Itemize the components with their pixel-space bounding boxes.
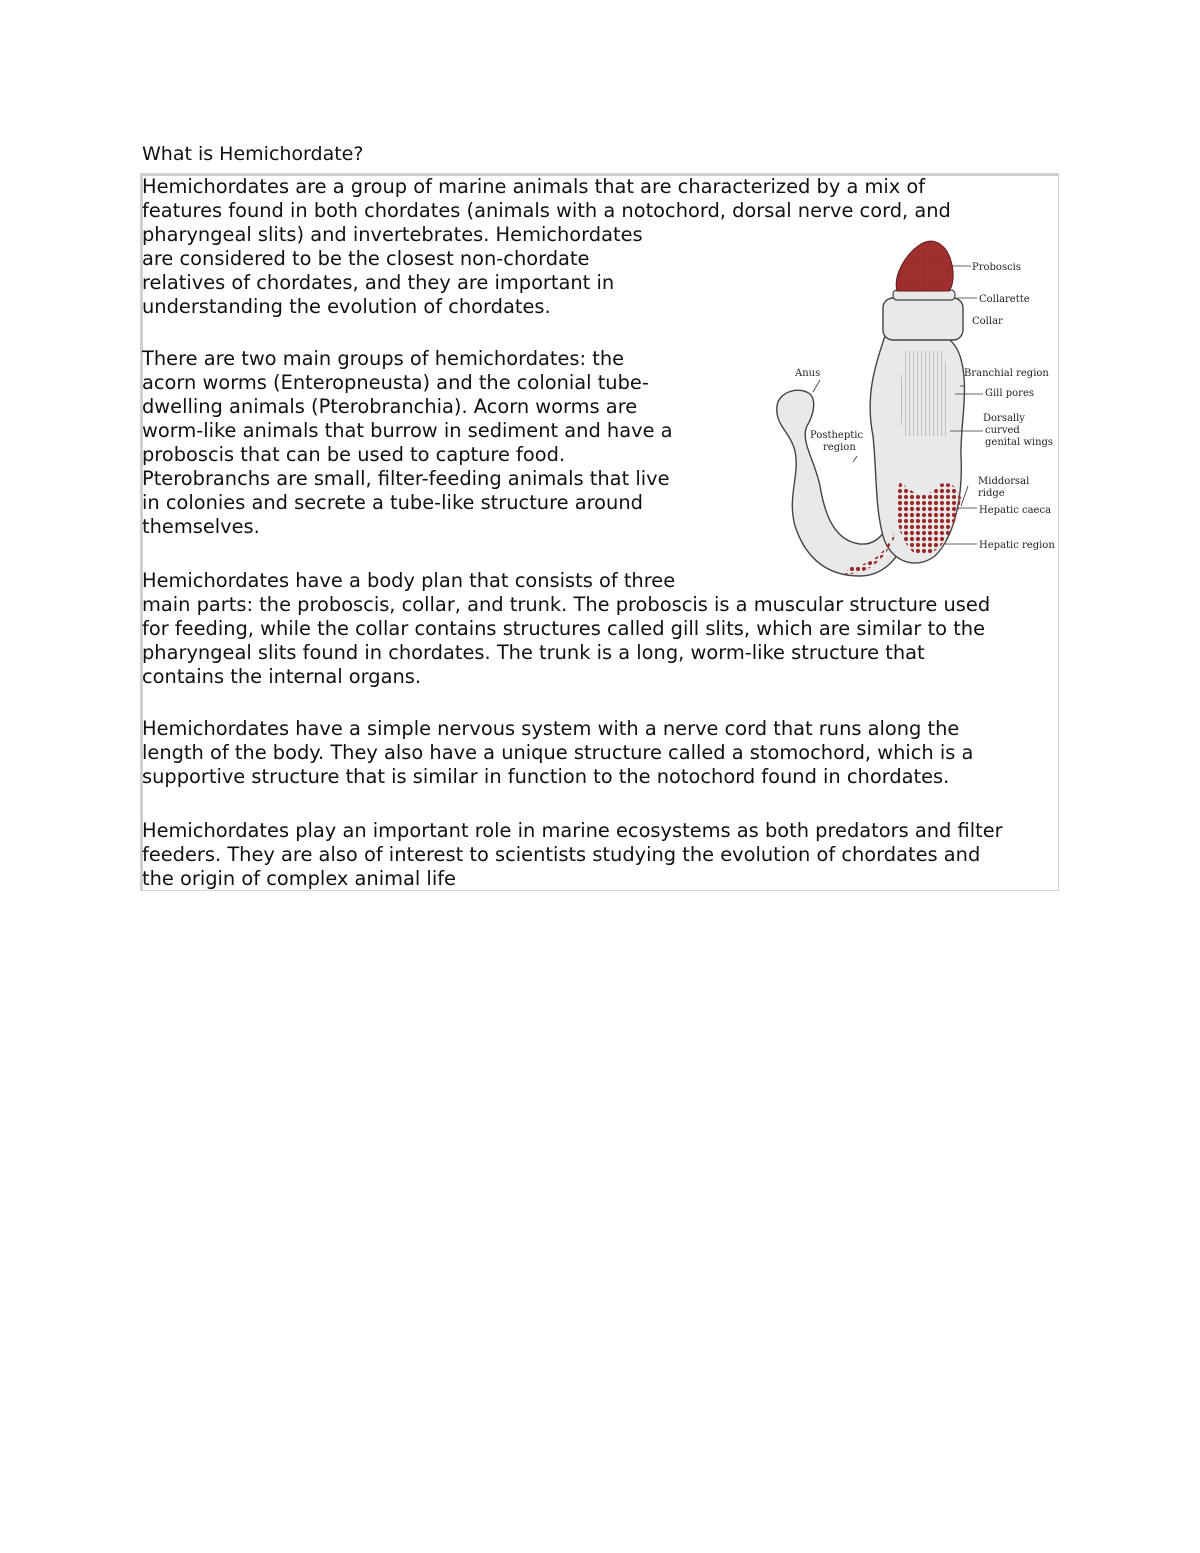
label-anus: Anus <box>795 368 821 379</box>
collar-shape <box>883 298 963 340</box>
acorn-worm-diagram <box>765 236 1059 582</box>
label-proboscis: Proboscis <box>972 262 1022 273</box>
paragraph-line: Hemichordates have a simple nervous system with a nerve cord that runs along the <box>142 717 960 740</box>
label-collarette: Collarette <box>979 294 1030 305</box>
paragraph-line: pharyngeal slits found in chordates. The trunk is a long, worm-like structure that <box>142 641 925 664</box>
label-branchial-region: Branchial region <box>964 368 1049 379</box>
paragraph-line: main parts: the proboscis, collar, and trunk. The proboscis is a muscular structure used <box>142 593 991 616</box>
label-middorsal: Middorsal <box>978 476 1030 487</box>
paragraph-line: features found in both chordates (animals with a notochord, dorsal nerve cord, and <box>142 199 951 222</box>
label-hepatic-caeca: Hepatic caeca <box>979 505 1052 516</box>
paragraph-line: Hemichordates play an important role in marine ecosystems as both predators and filter <box>142 819 1003 842</box>
paragraph-line: the origin of complex animal life <box>142 867 456 890</box>
paragraph-line: There are two main groups of hemichordates: the <box>142 347 625 370</box>
label-dorsally: Dorsally <box>983 413 1025 424</box>
paragraph-line: feeders. They are also of interest to scientists studying the evolution of chordates and <box>142 843 981 866</box>
label-gill-pores: Gill pores <box>985 388 1035 399</box>
paragraph-line: Hemichordates are a group of marine animals that are characterized by a mix of <box>142 175 926 198</box>
label-collar: Collar <box>972 316 1003 327</box>
paragraph-line: worm-like animals that burrow in sediment and have a <box>142 419 673 442</box>
gill-pores-region <box>900 351 949 436</box>
label-postheptic-region: region <box>823 442 856 453</box>
label-ridge: ridge <box>978 488 1005 499</box>
paragraph-line: length of the body. They also have a unique structure called a stomochord, which is a <box>142 741 974 764</box>
paragraph-line: in colonies and secrete a tube-like structure around <box>142 491 643 514</box>
paragraph-line: proboscis that can be used to capture food. <box>142 443 566 466</box>
paragraph-line: pharyngeal slits) and invertebrates. Hemichordates <box>142 223 643 246</box>
paragraph-line: understanding the evolution of chordates. <box>142 295 551 318</box>
label-genital-wings: genital wings <box>985 437 1054 448</box>
hemichordate-anatomy-figure <box>765 236 1059 582</box>
paragraph-line: are considered to be the closest non-chordate <box>142 247 590 270</box>
paragraph-line: contains the internal organs. <box>142 665 422 688</box>
paragraph-line: dwelling animals (Pterobranchia). Acorn worms are <box>142 395 638 418</box>
paragraph-line: Hemichordates have a body plan that consists of three <box>142 569 676 592</box>
paragraph-line: relatives of chordates, and they are important in <box>142 271 615 294</box>
paragraph-line: supportive structure that is similar in function to the notochord found in chordates. <box>142 765 950 788</box>
label-postheptic: Postheptic <box>810 430 864 441</box>
page-title: What is Hemichordate? <box>142 143 364 165</box>
paragraph-line: Pterobranchs are small, filter-feeding animals that live <box>142 467 670 490</box>
paragraph-line: themselves. <box>142 515 260 538</box>
label-hepatic-region: Hepatic region <box>979 540 1055 551</box>
paragraph-line: acorn worms (Enteropneusta) and the colonial tube- <box>142 371 649 394</box>
paragraph-line: for feeding, while the collar contains structures called gill slits, which are similar to the <box>142 617 986 640</box>
label-curved: curved <box>985 425 1020 436</box>
proboscis-texture <box>896 241 953 291</box>
